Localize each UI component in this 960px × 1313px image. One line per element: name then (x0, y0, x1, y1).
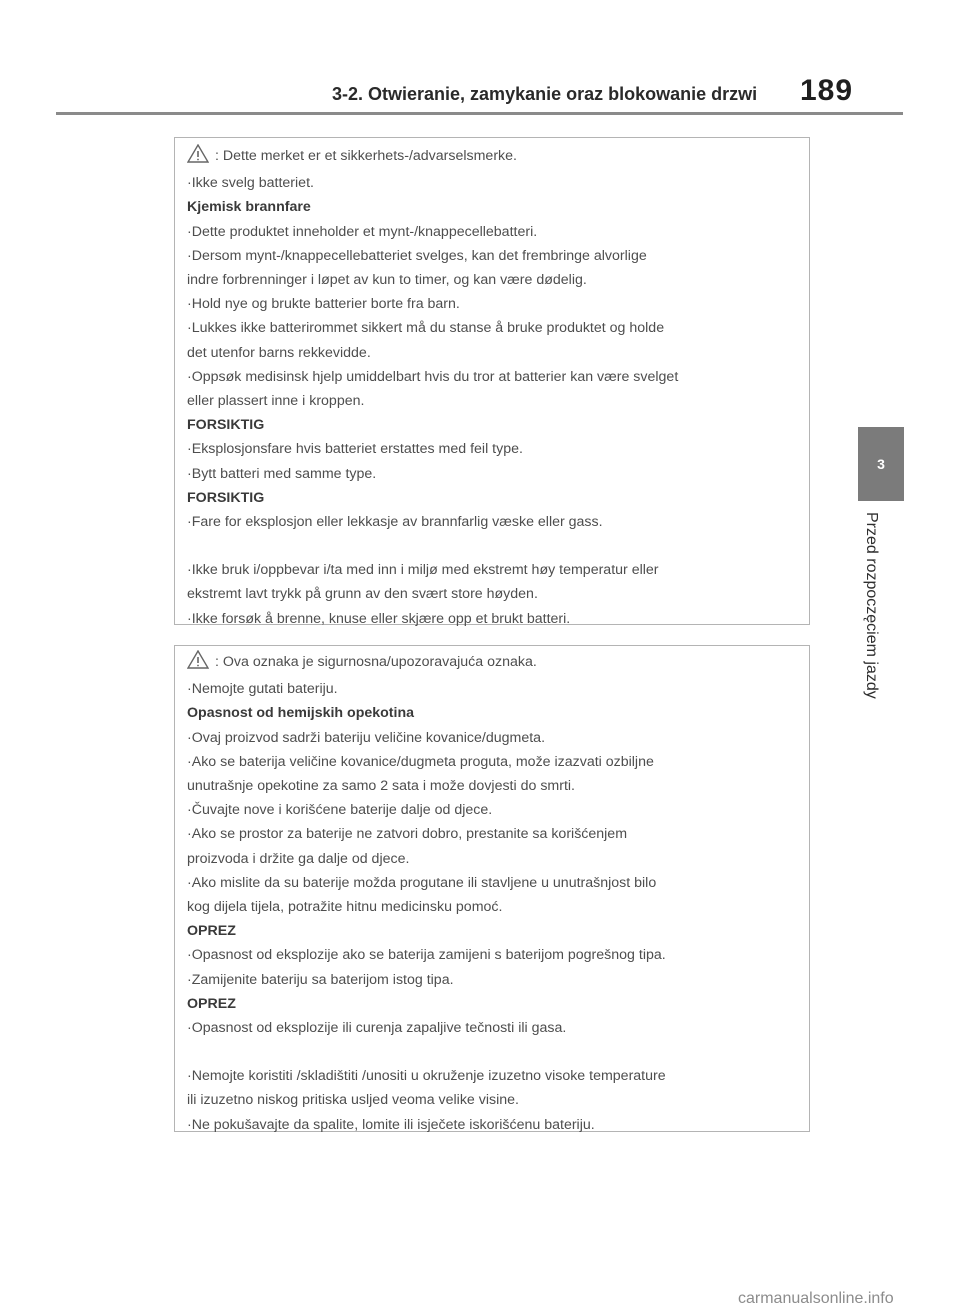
list-item: ·Opasnost od eksplozije ili curenja zapaljive tečnosti ili gasa. (187, 1020, 567, 1037)
warning-intro (187, 144, 799, 171)
list-item: ·Ikke bruk i/oppbevar i/ta med inn i miljø med ekstremt høy temperatur eller (187, 562, 659, 579)
list-item: ·Dersom mynt-/knappecellebatteriet svelges, kan det frembringe alvorlige (187, 247, 647, 264)
list-item: ·Hold nye og brukte batterier borte fra barn. (187, 296, 460, 313)
warning-box-croatian (174, 645, 810, 1132)
list-item: ·Ne pokušavajte da spalite, lomite ili isječete iskorišćenu bateriju. (187, 1116, 595, 1133)
list-item: ·Ikke forsøk å brenne, knuse eller skjære opp et brukt batteri. (187, 610, 571, 627)
page-number: 189 (800, 74, 854, 107)
list-item: ·Bytt batteri med samme type. (187, 465, 377, 482)
list-item: ·Zamijenite bateriju sa baterijom istog tipa. (187, 971, 454, 988)
section-title: 3-2. Otwieranie, zamykanie oraz blokowanie drzwi (332, 84, 758, 104)
list-item: indre forbrenninger i løpet av kun to timer, og kan være dødelig. (187, 272, 587, 289)
warning-intro-text: : Ova oznaka je sigurnosna/upozoravajuća oznaka. (215, 654, 537, 670)
chapter-label: Przed rozpoczęciem jazdy (863, 512, 880, 699)
list-item: ·Nemojte gutati bateriju. (187, 681, 338, 698)
section-heading: Kjemisk brannfare (187, 199, 311, 216)
header-divider (56, 112, 903, 115)
list-item: eller plassert inne i kroppen. (187, 393, 365, 410)
caution-heading: OPREZ (187, 923, 236, 940)
list-item: ·Dette produktet inneholder et mynt-/knappecellebatteri. (187, 223, 538, 240)
caution-heading: OPREZ (187, 995, 236, 1012)
list-item: ·Ako mislite da su baterije možda progutane ili stavljene u unutrašnjost bilo (187, 874, 657, 891)
caution-heading: FORSIKTIG (187, 417, 265, 434)
list-item: det utenfor barns rekkevidde. (187, 344, 371, 361)
list-item: ·Čuvajte nove i korišćene baterije dalje od djece. (187, 802, 493, 819)
warning-box-norwegian (174, 137, 810, 625)
warning-intro-text: : Dette merket er et sikkerhets-/advarselsmerke. (215, 148, 517, 164)
caution-heading: FORSIKTIG (187, 489, 265, 506)
list-item: ·Eksplosjonsfare hvis batteriet erstattes med feil type. (187, 441, 523, 458)
list-item: ·Oppsøk medisinsk hjelp umiddelbart hvis du tror at batterier kan være svelget (187, 368, 679, 385)
list-item: ·Ikke svelg batteriet. (187, 175, 314, 192)
list-item: ·Ako se prostor za baterije ne zatvori dobro, prestanite sa korišćenjem (187, 826, 628, 843)
list-item: unutrašnje opekotine za samo 2 sata i može dovjesti do smrti. (187, 778, 575, 795)
list-item: proizvoda i držite ga dalje od djece. (187, 850, 410, 867)
chapter-number: 3 (877, 456, 885, 472)
list-item: ·Fare for eksplosjon eller lekkasje av brannfarlig væske eller gass. (187, 514, 603, 531)
list-item: kog dijela tijela, potražite hitnu medicinsku pomoć. (187, 899, 503, 916)
list-item: ili izuzetno niskog pritiska usljed veoma velike visine. (187, 1092, 519, 1109)
list-item: ·Lukkes ikke batterirommet sikkert må du stanse å bruke produktet og holde (187, 320, 665, 337)
list-item: ·Ovaj proizvod sadrži bateriju veličine kovanice/dugmeta. (187, 729, 546, 746)
watermark[interactable]: carmanualsonline.info (738, 1290, 894, 1307)
list-item: ekstremt lavt trykk på grunn av den svært store høyden. (187, 586, 538, 603)
warning-intro (187, 650, 799, 677)
warning-triangle-icon (187, 144, 209, 171)
chapter-tab[interactable] (858, 427, 904, 501)
list-item: ·Opasnost od eksplozije ako se baterija zamijeni s baterijom pogrešnog tipa. (187, 947, 666, 964)
section-heading: Opasnost od hemijskih opekotina (187, 705, 415, 722)
list-item: ·Ako se baterija veličine kovanice/dugmeta proguta, može izazvati ozbiljne (187, 753, 654, 770)
list-item: ·Nemojte koristiti /skladištiti /unositi u okruženje izuzetno visoke temperature (187, 1068, 666, 1085)
warning-triangle-icon (187, 650, 209, 677)
